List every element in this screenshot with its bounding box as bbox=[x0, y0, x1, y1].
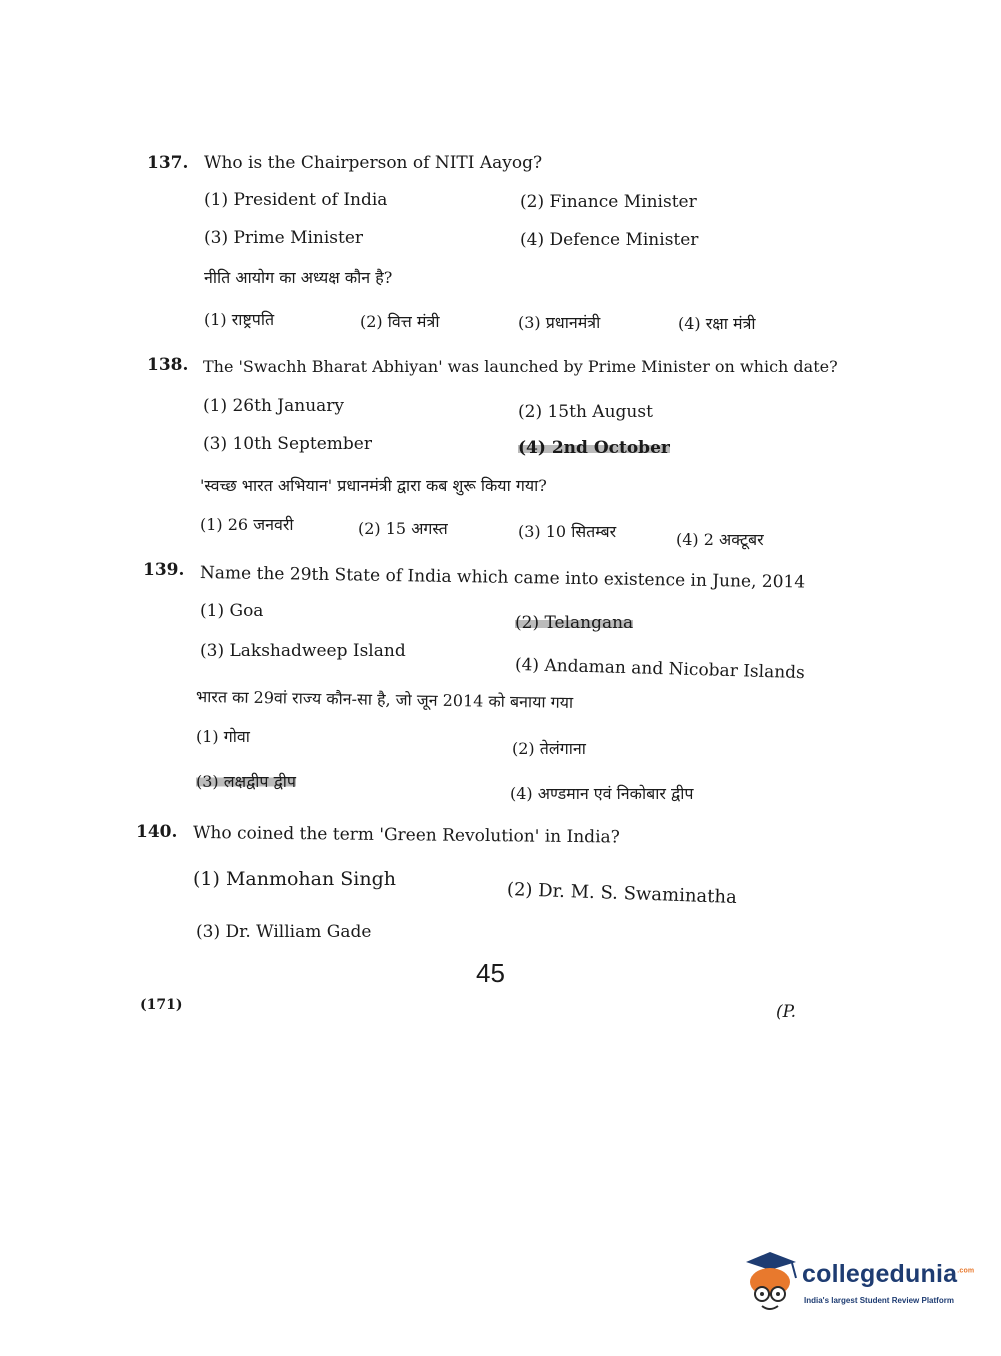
mascot-icon bbox=[740, 1250, 802, 1316]
option-1: (1) President of India bbox=[204, 190, 388, 210]
option-4: (4) Defence Minister bbox=[520, 230, 699, 250]
hindi-option-2: (2) 15 अगस्त bbox=[358, 519, 448, 538]
question-text-hindi: भारत का 29वां राज्य कौन-सा है, जो जून 2014 को बनाया गया bbox=[195, 687, 574, 712]
question-text: The 'Swachh Bharat Abhiyan' was launched by Prime Minister on which date? bbox=[203, 357, 838, 376]
brand-tagline: India's largest Student Review Platform bbox=[804, 1296, 954, 1305]
option-3: (3) Prime Minister bbox=[204, 228, 364, 248]
option-4: (4) 2nd October bbox=[518, 438, 670, 458]
option-2: (2) Dr. M. S. Swaminatha bbox=[506, 879, 738, 909]
hindi-option-3: (3) 10 सितम्बर bbox=[518, 522, 617, 541]
page-number: 45 bbox=[476, 958, 505, 988]
question-number: 140. bbox=[136, 822, 178, 842]
hindi-option-4: (4) अण्डमान एवं निकोबार द्वीप bbox=[510, 784, 694, 803]
option-2: (2) Finance Minister bbox=[520, 192, 697, 212]
option-2: (2) 15th August bbox=[518, 402, 653, 422]
question-text: Name the 29th State of India which came into existence in June, 2014 bbox=[199, 563, 806, 593]
hindi-option-2: (2) वित्त मंत्री bbox=[360, 312, 440, 331]
option-3: (3) Lakshadweep Island bbox=[200, 641, 406, 661]
option-3: (3) Dr. William Gade bbox=[196, 922, 372, 942]
hindi-option-3: (3) प्रधानमंत्री bbox=[518, 313, 601, 332]
question-number: 138. bbox=[147, 355, 189, 375]
hindi-option-3: (3) लक्षद्वीप द्वीप bbox=[196, 772, 297, 791]
brand-name: collegedunia$^{.com}$ bbox=[802, 1260, 975, 1288]
continue-mark: (P. bbox=[776, 1002, 797, 1022]
option-3: (3) 10th September bbox=[203, 434, 372, 454]
option-1: (1) Goa bbox=[200, 601, 264, 621]
option-4: (4) Andaman and Nicobar Islands bbox=[514, 655, 806, 684]
option-2: (2) Telangana bbox=[515, 613, 634, 633]
question-text: Who coined the term 'Green Revolution' in India? bbox=[192, 823, 620, 848]
collegedunia-watermark bbox=[740, 1250, 975, 1320]
question-text-hindi: 'स्वच्छ भारत अभियान' प्रधानमंत्री द्वारा कब शुरू किया गया? bbox=[200, 476, 547, 495]
question-number: 139. bbox=[143, 560, 185, 580]
question-number: 137. bbox=[147, 153, 189, 173]
hindi-option-4: (4) 2 अक्टूबर bbox=[676, 530, 764, 549]
question-text-hindi: नीति आयोग का अध्यक्ष कौन है? bbox=[204, 268, 393, 287]
question-text: Who is the Chairperson of NITI Aayog? bbox=[204, 153, 543, 173]
option-1: (1) Manmohan Singh bbox=[193, 868, 396, 890]
hindi-option-1: (1) 26 जनवरी bbox=[200, 515, 294, 534]
hindi-option-2: (2) तेलंगाना bbox=[512, 739, 586, 758]
option-1: (1) 26th January bbox=[203, 396, 345, 416]
booklet-code: (171) bbox=[140, 997, 183, 1013]
hindi-option-4: (4) रक्षा मंत्री bbox=[678, 314, 756, 333]
hindi-option-1: (1) राष्ट्रपति bbox=[204, 310, 275, 329]
hindi-option-1: (1) गोवा bbox=[196, 727, 250, 746]
